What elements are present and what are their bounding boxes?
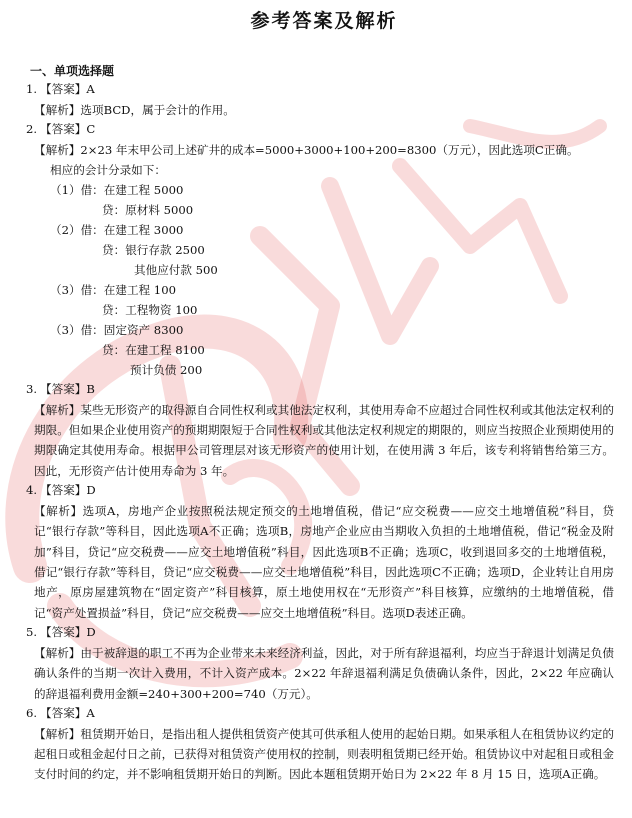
page-title: 参考答案及解析 bbox=[250, 10, 398, 32]
journal-entry: （3）借：固定资产 8300 bbox=[50, 323, 184, 337]
answer-tag: 【答案】 bbox=[40, 122, 87, 136]
answer-tag: 【答案】 bbox=[40, 625, 87, 640]
explain-tag: 【解析】 bbox=[34, 503, 83, 518]
journal-entry: 贷：原材料 5000 bbox=[102, 203, 194, 217]
question-2 bbox=[26, 120, 622, 380]
question-3 bbox=[26, 380, 622, 481]
answer-line bbox=[26, 623, 622, 643]
explain-text: 由于被辞退的职工不再为企业带来未来经济利益，因此，对于所有辞退福利，均应当于辞退计划满足负债确认条件的当期一次计入费用，不计入资产成本。2×22 年辞退福利满足负债确认条件，因此，2×22 年应确认的辞退福利费用金额=240+300+200=740（万元）。 bbox=[34, 645, 614, 701]
answer-tag: 【答案】 bbox=[40, 706, 87, 721]
journal-entry: 贷：在建工程 8100 bbox=[102, 343, 205, 357]
question-number: 5. bbox=[26, 625, 38, 640]
explain-text: 选项BCD，属于会计的作用。 bbox=[80, 102, 235, 117]
answer-line bbox=[26, 481, 622, 501]
question-number: 4. bbox=[26, 483, 38, 498]
entries-intro: 相应的会计分录如下： bbox=[50, 163, 166, 177]
explanation bbox=[26, 400, 622, 482]
explanation bbox=[26, 501, 622, 623]
answer-line bbox=[26, 380, 622, 400]
question-4 bbox=[26, 481, 622, 623]
answer-line bbox=[26, 120, 622, 140]
question-1 bbox=[26, 80, 622, 120]
explain-tag: 【解析】 bbox=[34, 402, 81, 417]
question-5 bbox=[26, 623, 622, 704]
question-6 bbox=[26, 704, 622, 785]
answer-line bbox=[26, 80, 622, 100]
answer-tag: 【答案】 bbox=[40, 82, 87, 96]
explanation bbox=[26, 100, 622, 120]
explain-tag: 【解析】 bbox=[34, 142, 81, 157]
journal-entry: 贷：银行存款 2500 bbox=[102, 243, 205, 257]
explain-text: 2×23 年末甲公司上述矿井的成本=5000+3000+100+200=8300（万元），因此选项C正确。 bbox=[80, 142, 579, 157]
answer-value: A bbox=[86, 82, 95, 96]
journal-entry: 其他应付款 500 bbox=[134, 263, 218, 277]
journal-entry: 预计负债 200 bbox=[130, 363, 203, 377]
journal-entry: （3）借：在建工程 100 bbox=[50, 283, 176, 297]
answer-value: A bbox=[86, 706, 95, 721]
explanation bbox=[26, 643, 622, 704]
explanation bbox=[26, 724, 622, 785]
section-heading: 一、单项选择题 bbox=[30, 64, 115, 78]
journal-entry: （2）借：在建工程 3000 bbox=[50, 223, 184, 237]
answer-line bbox=[26, 704, 622, 724]
journal-entry: 贷：工程物资 100 bbox=[102, 303, 198, 317]
answer-sheet bbox=[0, 6, 632, 785]
question-number: 6. bbox=[26, 706, 38, 721]
question-number: 2. bbox=[26, 122, 38, 136]
answer-value: D bbox=[86, 483, 96, 498]
explain-tag: 【解析】 bbox=[34, 726, 81, 741]
explain-tag: 【解析】 bbox=[34, 645, 81, 660]
answer-value: C bbox=[86, 122, 96, 136]
answer-tag: 【答案】 bbox=[40, 483, 87, 498]
explain-text: 某些无形资产的取得源自合同性权利或其他法定权利，其使用寿命不应超过合同性权利或其他法定权利的期限。但如果企业使用资产的预期期限短于合同性权利或其他法定权利规定的期限的，则应当按照企业预期使用的期限确定其使用寿命。根据甲公司管理层对该无形资产的使用计划，在使用满 3 年后，该专利将销售给第三方。因此，无形资产估计使用寿命为 3 年。 bbox=[34, 402, 614, 478]
journal-entry: （1）借：在建工程 5000 bbox=[50, 183, 184, 197]
answer-tag: 【答案】 bbox=[40, 382, 87, 396]
answer-value: B bbox=[86, 382, 95, 396]
explain-tag: 【解析】 bbox=[34, 102, 81, 117]
question-number: 1. bbox=[26, 82, 38, 96]
explain-text: 选项A，房地产企业按照税法规定预交的土地增值税，借记“应交税费——应交土地增值税”科目，贷记“银行存款”等科目，因此选项A不正确；选项B，房地产企业应由当期收入负担的土地增值税，借记“税金及附加”科目，贷记“应交税费——应交土地增值税”科目，因此选项B不正确；选项C，收到退回多交的土地增值税，借记“银行存款”等科目，贷记“应交税费——应交土地增值税”科目，因此选项C不正确；选项D，企业转让自用房地产，原房屋建筑物在“固定资产”科目核算，原土地使用权在“无形资产”科目核算，应缴纳的土地增值税，借记“资产处置损益”科目，贷记“应交税费——应交土地增值税”科目。选项D表述正确。 bbox=[34, 503, 614, 620]
explanation bbox=[26, 140, 622, 160]
explain-text: 租赁期开始日，是指出租人提供租赁资产使其可供承租人使用的起始日期。如果承租人在租赁协议约定的起租日或租金起付日之前，已获得对租赁资产使用权的控制，则表明租赁期已经开始。租赁协议中对起租日或租金支付时间的约定，并不影响租赁期开始日的判断。因此本题租赁期开始日为 2×22 年 8 月 15 日，选项A正确。 bbox=[34, 726, 614, 782]
answer-value: D bbox=[86, 625, 96, 640]
question-number: 3. bbox=[26, 382, 38, 396]
